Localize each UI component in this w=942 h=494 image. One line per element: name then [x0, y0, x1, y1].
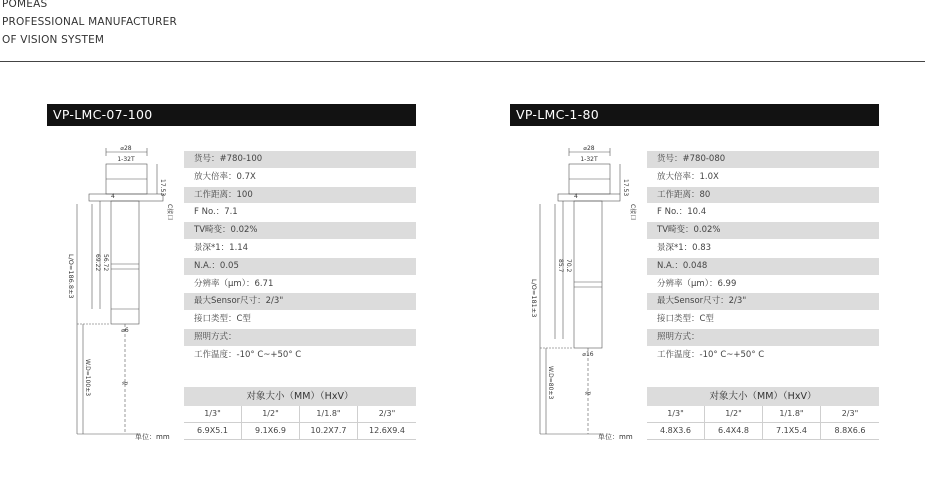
object-size-header: 对象大小（MM）（HxV）	[647, 387, 879, 406]
spec-operating-temperature: 工作温度：-10° C~+50° C	[184, 347, 416, 365]
size-col-header: 1/1.8"	[763, 406, 821, 423]
object-size-table	[184, 387, 416, 440]
lens-dimension-drawing	[510, 134, 650, 444]
spec-tv-distortion: TV畸变：0.02%	[184, 222, 416, 240]
break-symbol: ≈	[121, 379, 129, 389]
dim-b-label: 56.72	[102, 254, 109, 272]
size-col-header: 2/3"	[358, 406, 416, 423]
dim-4-label: 4	[111, 193, 115, 200]
dia-top-label: ⌀28	[583, 145, 595, 152]
spec-numerical-aperture: N.A.：0.05	[184, 258, 416, 276]
size-value: 4.8X3.6	[647, 423, 705, 440]
spec-resolution: 分辨率（μm）：6.99	[647, 276, 879, 294]
dia-bottom-label: ⌀6	[121, 327, 129, 334]
unit-label: 单位：mm	[135, 433, 170, 441]
spec-depth-of-field: 景深*1：1.14	[184, 240, 416, 258]
spec-tv-distortion: TV畸变：0.02%	[647, 222, 879, 240]
spec-f-number: F No.：10.4	[647, 204, 879, 222]
size-col-header: 2/3"	[821, 406, 879, 423]
spec-depth-of-field: 景深*1：0.83	[647, 240, 879, 258]
size-col-header: 1/1.8"	[300, 406, 358, 423]
size-col-header: 1/2"	[242, 406, 300, 423]
product-title: VP-LMC-07-100	[47, 104, 416, 126]
size-value: 9.1X6.9	[242, 423, 300, 440]
spec-max-sensor: 最大Sensor尺寸：2/3"	[647, 293, 879, 311]
spec-illumination: 照明方式：	[184, 329, 416, 347]
dia-bottom-label: ⌀16	[582, 351, 594, 358]
brand-tagline-1: PROFESSIONAL MANUFACTURER	[2, 16, 177, 28]
dim-b-label: 70.2	[565, 259, 572, 273]
dim-4-label: 4	[574, 193, 578, 200]
spec-mount-type: 接口类型：C型	[184, 311, 416, 329]
thread-label: 1-32T	[117, 156, 135, 163]
spec-working-distance: 工作距离：100	[184, 187, 416, 205]
product-title: VP-LMC-1-80	[510, 104, 879, 126]
size-value: 7.1X5.4	[763, 423, 821, 440]
size-value: 8.8X6.6	[821, 423, 879, 440]
mount-label: C接口	[166, 204, 173, 221]
lens-dimension-drawing	[47, 134, 187, 444]
spec-magnification: 放大倍率：0.7X	[184, 169, 416, 187]
product-panel-1	[510, 104, 879, 444]
working-distance-label: W.D=100±3	[84, 359, 91, 397]
object-size-table	[647, 387, 879, 440]
dia-top-label: ⌀28	[120, 145, 132, 152]
size-col-header: 1/2"	[705, 406, 763, 423]
spec-max-sensor: 最大Sensor尺寸：2/3"	[184, 293, 416, 311]
total-length-label: L/O=186.8±3	[67, 254, 75, 299]
brand-tagline-2: OF VISION SYSTEM	[2, 34, 105, 46]
spec-working-distance: 工作距离：80	[647, 187, 879, 205]
total-length-label: L/O=181±3	[530, 279, 538, 318]
spec-part-number: 货号：#780-080	[647, 151, 879, 169]
spec-illumination: 照明方式：	[647, 329, 879, 347]
spec-table	[647, 151, 879, 365]
spec-operating-temperature: 工作温度：-10° C~+50° C	[647, 347, 879, 365]
size-value: 12.6X9.4	[358, 423, 416, 440]
working-distance-label: W.D=80±3	[547, 366, 554, 400]
size-value: 6.9X5.1	[184, 423, 242, 440]
break-symbol: ≈	[584, 389, 592, 399]
dim-1753-label: 17.53	[622, 179, 629, 197]
unit-label: 单位：mm	[598, 433, 633, 441]
spec-f-number: F No.：7.1	[184, 204, 416, 222]
mount-label: C接口	[629, 204, 636, 221]
product-panel-0	[47, 104, 416, 444]
size-value: 6.4X4.8	[705, 423, 763, 440]
brand-block	[2, 0, 177, 49]
header-divider	[0, 61, 925, 62]
spec-numerical-aperture: N.A.：0.048	[647, 258, 879, 276]
spec-resolution: 分辨率（μm）：6.71	[184, 276, 416, 294]
dim-1753-label: 17.53	[159, 179, 166, 197]
size-col-header: 1/3"	[647, 406, 705, 423]
thread-label: 1-32T	[580, 156, 598, 163]
brand-name: POMEAS	[2, 0, 48, 10]
size-col-header: 1/3"	[184, 406, 242, 423]
size-value: 10.2X7.7	[300, 423, 358, 440]
spec-part-number: 货号：#780-100	[184, 151, 416, 169]
spec-magnification: 放大倍率：1.0X	[647, 169, 879, 187]
dim-a-label: 85.7	[557, 259, 564, 273]
spec-table	[184, 151, 416, 365]
spec-mount-type: 接口类型：C型	[647, 311, 879, 329]
object-size-header: 对象大小（MM）（HxV）	[184, 387, 416, 406]
dim-a-label: 69.22	[94, 254, 101, 272]
